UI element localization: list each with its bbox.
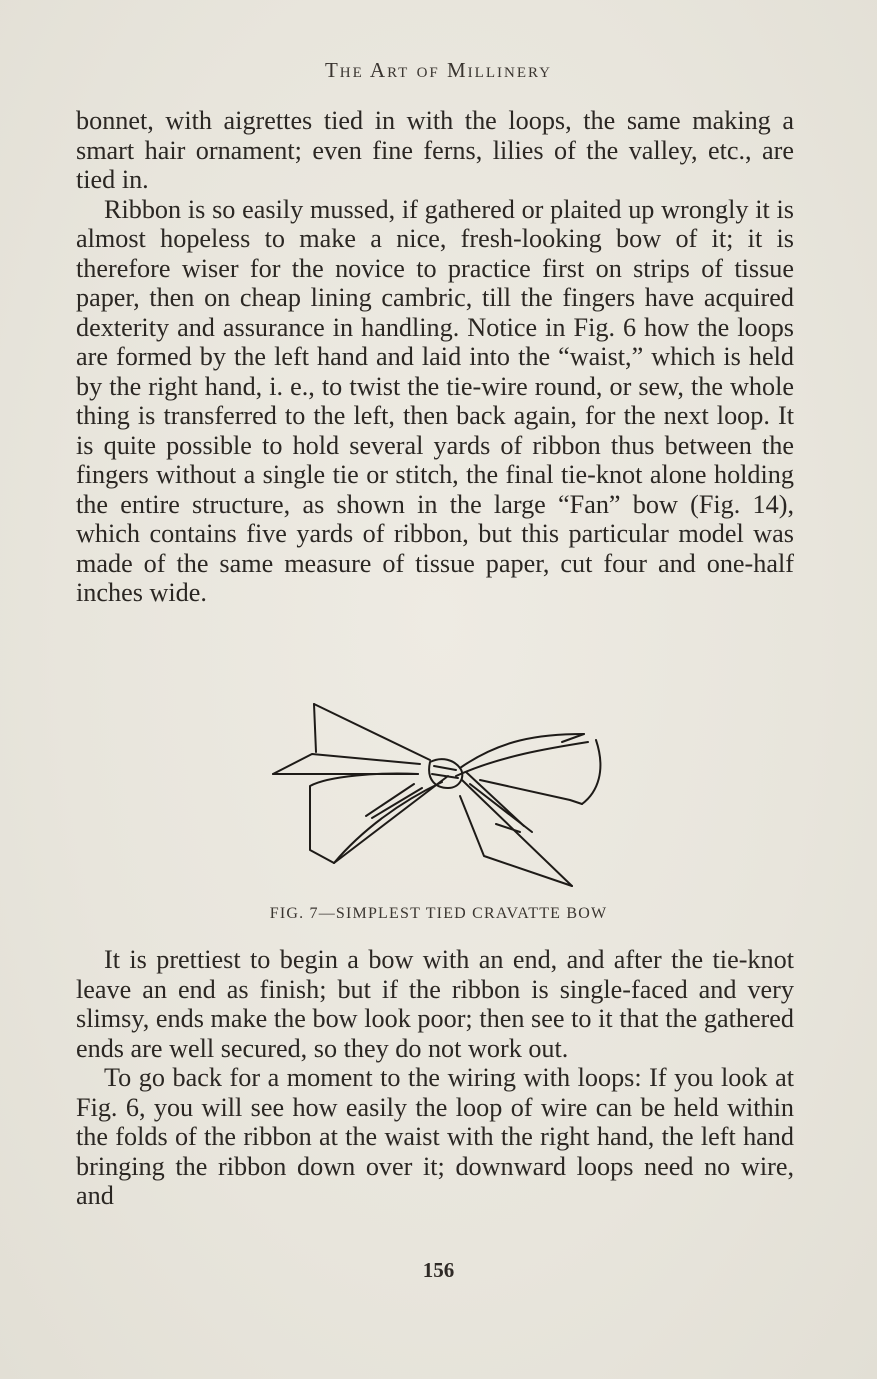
text-block-top bbox=[76, 106, 794, 608]
paragraph: Ribbon is so easily mussed, if gathered or plaited up wrongly it is almost hopeless to make a nice, fresh-looking bow of it; it is therefore wiser for the novice to practice first on strips of tissue paper, then on cheap lining cambric, till the fingers have acquired dexterity and assurance in handling. Notice in Fig. 6 how the loops are formed by the left hand and laid into the “waist,” which is held by the right hand, i. e., to twist the tie-wire round, or sew, the whole thing is transferred to the left, then back again, for the next loop. It is quite possible to hold several yards of ribbon thus between the fingers without a single tie or stitch, the final tie-knot alone holding the entire structure, as shown in the large “Fan” bow (Fig. 14), which contains five yards of ribbon, but this particular model was made of the same measure of tissue paper, cut four and one-half inches wide. bbox=[76, 194, 794, 607]
page-number: 156 bbox=[422, 1258, 455, 1282]
bow-illustration bbox=[270, 700, 610, 892]
paragraph: It is prettiest to begin a bow with an end, and after the tie-knot leave an end as finish; but if the ribbon is single-faced and very slimsy, ends make the bow look poor; then see to it that the gathered ends are well secured, so they do not work out. bbox=[76, 945, 794, 1063]
paragraph: To go back for a moment to the wiring with loops: If you look at Fig. 6, you will see how easily the loop of wire can be held within the folds of the ribbon at the waist with the right hand, the left hand bringing the ribbon down over it; downward loops need no wire, and bbox=[76, 1063, 794, 1210]
figure-caption: FIG. 7—SIMPLEST TIED CRAVATTE BOW bbox=[269, 905, 608, 922]
paragraph: bonnet, with aigrettes tied in with the loops, the same making a smart hair ornament; even fine ferns, lilies of the valley, etc., are tied in. bbox=[76, 106, 794, 194]
running-head: The Art of Millinery bbox=[324, 58, 552, 82]
text-block-bottom bbox=[76, 945, 794, 1211]
